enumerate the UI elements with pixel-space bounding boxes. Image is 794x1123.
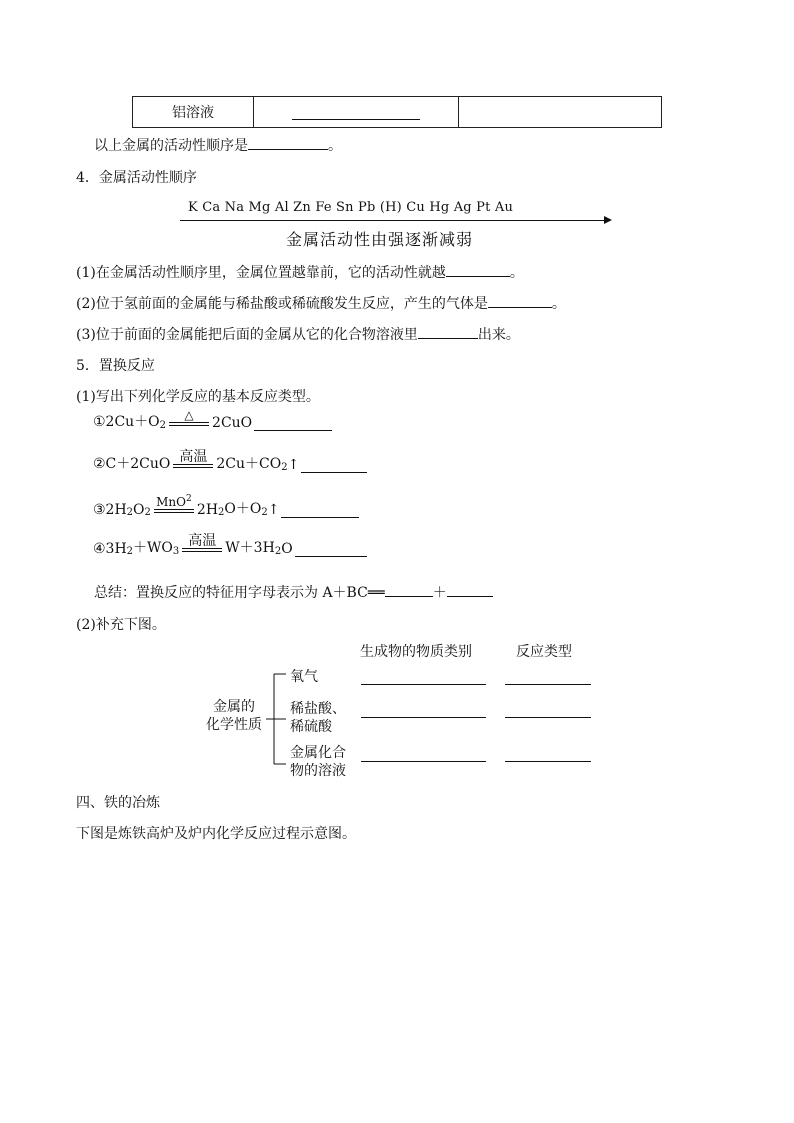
section-iron-intro: 下图是炼铁高炉及炉内化学反应过程示意图。	[76, 826, 356, 842]
answer-blank[interactable]	[281, 503, 359, 518]
answer-blank[interactable]	[418, 324, 478, 339]
metal-reaction-table	[132, 96, 662, 128]
eq-products: W＋3H	[225, 540, 275, 556]
section-5-title: 5．置换反应	[76, 358, 155, 374]
subscript: 2	[281, 462, 288, 473]
diagram-col2-header: 反应类型	[516, 644, 572, 660]
branch-salt-solution	[290, 744, 346, 780]
subscript: 2	[126, 507, 134, 518]
question-text: (2)位于氢前面的金属能与稀盐酸或稀硫酸发生反应，产生的气体是	[76, 296, 488, 312]
eq-products: O	[281, 541, 293, 557]
condition	[182, 534, 222, 557]
table-cell-blank[interactable]	[254, 97, 459, 128]
eq-reactants: O	[133, 502, 145, 518]
eq-reactants: ④3H	[93, 541, 127, 557]
branch-label: 稀硫酸	[290, 719, 332, 735]
answer-blank[interactable]	[505, 684, 591, 685]
activity-order-line	[94, 135, 342, 155]
row-label: 铝溶液	[172, 105, 214, 121]
branch-acid	[290, 700, 346, 736]
subscript: 3	[172, 546, 180, 557]
branch-label: 金属化合	[290, 745, 346, 761]
superscript: 2	[185, 494, 192, 504]
gas-arrow: ↑	[287, 457, 300, 473]
condition-label: 高温	[188, 533, 217, 549]
equals-sign: ══	[367, 585, 385, 601]
question-text: (3)位于前面的金属能把后面的金属从它的化合物溶液里	[76, 327, 418, 343]
answer-blank[interactable]	[385, 582, 433, 597]
double-line	[173, 464, 213, 468]
eq-reactants: ③2H	[93, 502, 127, 518]
branch-oxygen: 氧气	[290, 669, 318, 685]
subscript: 2	[218, 507, 225, 518]
answer-blank[interactable]	[301, 458, 367, 473]
eq-products: 2CuO	[212, 415, 253, 431]
arrow-right-icon	[604, 216, 612, 224]
subscript: 2	[159, 420, 167, 431]
answer-blank[interactable]	[361, 684, 486, 685]
question-4-3	[76, 324, 520, 344]
eq-reactants: ＋WO	[133, 540, 173, 556]
eq-products: 2Cu＋CO	[216, 456, 282, 472]
summary-text: 总结：置换反应的特征用字母表示为 A＋BC	[94, 585, 368, 601]
section-iron-title: 四、铁的冶炼	[76, 795, 160, 811]
answer-blank[interactable]	[488, 293, 552, 308]
double-line	[169, 422, 209, 426]
series-caption: 金属活动性由强逐渐减弱	[286, 230, 474, 249]
eq-products: 2H	[196, 502, 219, 518]
condition	[173, 450, 213, 473]
summary-line	[94, 582, 493, 602]
punctuation: 。	[551, 296, 566, 312]
answer-blank[interactable]	[254, 416, 332, 431]
question-4-1	[76, 262, 524, 282]
condition-label: 高温	[179, 449, 208, 465]
equation-1	[93, 408, 332, 431]
plus-sign: ＋	[432, 585, 447, 601]
answer-blank[interactable]	[248, 135, 328, 150]
gas-arrow: ↑	[267, 502, 280, 518]
catalyst: MnO	[156, 495, 186, 509]
answer-blank[interactable]	[446, 262, 510, 277]
question-text: (1)在金属活动性顺序里，金属位置越靠前，它的活动性就越	[76, 265, 446, 281]
diagram-col1-header: 生成物的物质类别	[360, 644, 472, 660]
condition	[169, 408, 209, 431]
equation-3	[93, 492, 359, 518]
activity-series: K Ca Na Mg Al Zn Fe Sn Pb (H) Cu Hg Ag Pt Au	[188, 200, 514, 215]
table-cell-empty[interactable]	[459, 97, 662, 128]
section-4-title: 4．金属活动性顺序	[76, 170, 197, 186]
double-line	[182, 548, 222, 552]
answer-blank[interactable]	[505, 717, 591, 718]
condition-label	[156, 492, 192, 509]
subscript: 2	[274, 546, 282, 557]
equation-2	[93, 450, 367, 473]
answer-blank[interactable]	[505, 761, 591, 762]
section-5-sub1: (1)写出下列化学反应的基本反应类型。	[76, 389, 320, 405]
equation-4	[93, 534, 367, 557]
root-label: 化学性质	[206, 717, 262, 733]
punctuation: 。	[328, 138, 342, 154]
question-text: 出来。	[477, 327, 520, 343]
brace-bracket-icon	[266, 668, 290, 770]
double-line	[154, 509, 194, 513]
root-label: 金属的	[213, 699, 255, 715]
eq-reactants: ②C＋2CuO	[93, 456, 171, 472]
answer-blank[interactable]	[361, 761, 486, 762]
series-arrow-line	[180, 220, 610, 221]
question-4-2	[76, 293, 566, 313]
answer-blank[interactable]	[447, 582, 493, 597]
activity-order-text: 以上金属的活动性顺序是	[94, 138, 248, 154]
answer-blank[interactable]	[361, 717, 486, 718]
section-5-sub2: (2)补充下图。	[76, 617, 166, 633]
punctuation: 。	[509, 265, 524, 281]
subscript: 2	[144, 507, 151, 518]
table-cell-label	[133, 97, 254, 128]
table-row	[133, 97, 662, 128]
subscript: 2	[126, 546, 134, 557]
eq-products: O＋O	[224, 501, 262, 517]
condition-label: △	[184, 408, 194, 422]
answer-blank[interactable]	[295, 542, 367, 557]
branch-label: 物的溶液	[290, 763, 346, 779]
condition	[154, 492, 194, 518]
eq-reactants: ①2Cu＋O	[93, 414, 160, 430]
subscript: 2	[261, 507, 268, 518]
answer-blank[interactable]	[292, 119, 420, 120]
branch-label: 稀盐酸、	[290, 701, 346, 717]
diagram-root	[206, 698, 262, 734]
